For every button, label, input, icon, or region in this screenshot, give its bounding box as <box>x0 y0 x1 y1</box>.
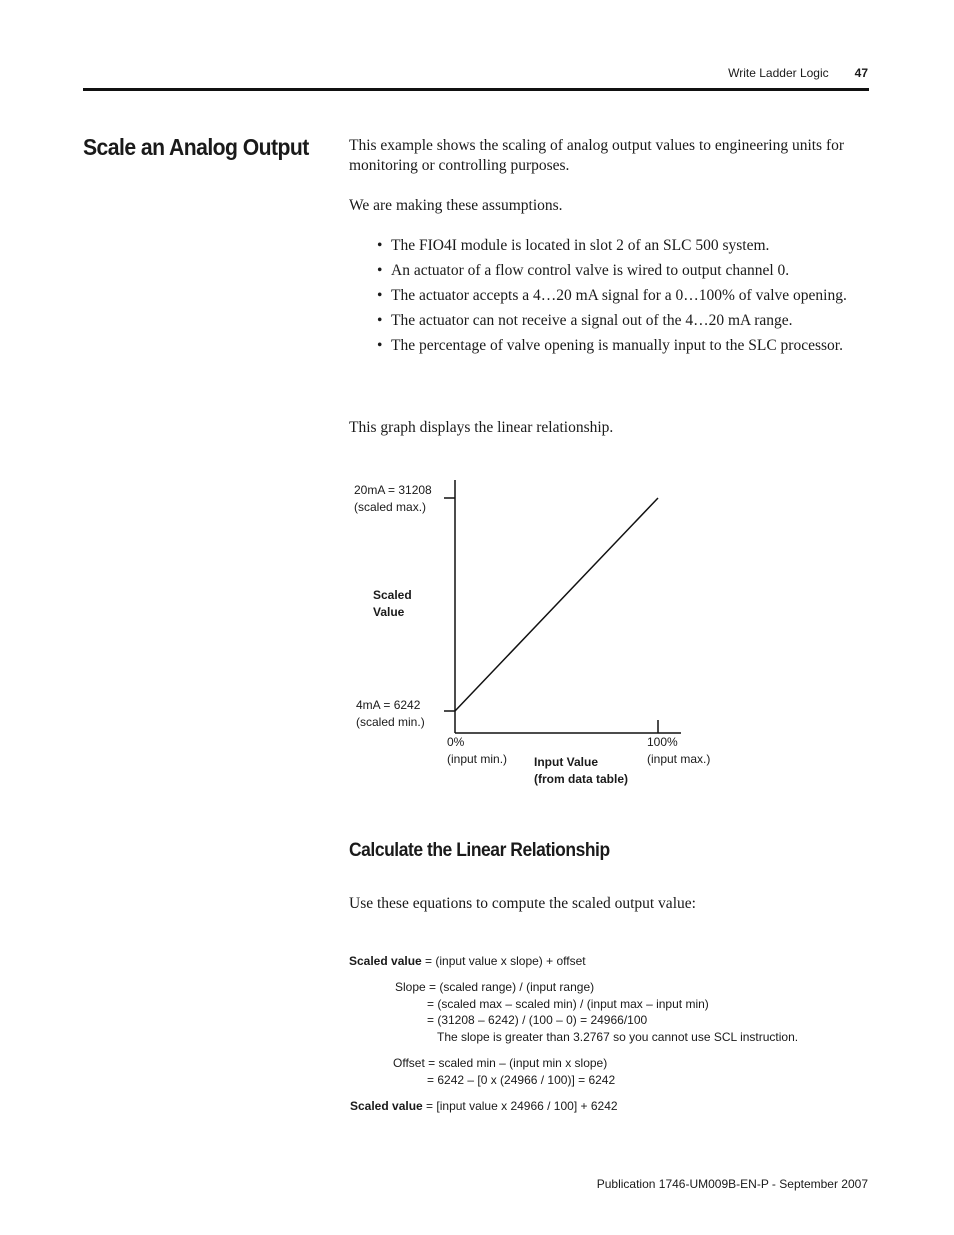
list-item: • An actuator of a flow control valve is wired to output channel 0. <box>377 261 877 281</box>
intro-paragraph: This example shows the scaling of analog output values to engineering units for monitoring or controlling purposes. <box>349 137 845 174</box>
list-item: • The actuator can not receive a signal out of the 4…20 mA range. <box>377 311 877 331</box>
y-label-max <box>354 482 432 516</box>
equation-final <box>350 1098 618 1114</box>
equation-expression: = (input value x slope) + offset <box>421 954 586 968</box>
equation-offset-1: Offset = scaled min – (input min x slope) <box>393 1056 608 1070</box>
x-label-min <box>447 734 507 768</box>
equation-label: Scaled value <box>349 954 422 968</box>
subsection-title: Calculate the Linear Relationship <box>349 840 610 861</box>
x-label-max <box>647 734 710 768</box>
graph-lead: This graph displays the linear relationship. <box>349 419 614 436</box>
x-axis-title <box>534 754 628 788</box>
y-label-min-caption: (scaled min.) <box>356 715 425 729</box>
list-item: • The percentage of valve opening is manually input to the SLC processor. <box>377 336 877 356</box>
y-axis-title <box>373 587 412 621</box>
section-title: Scale an Analog Output <box>83 134 309 160</box>
assumptions-list <box>377 236 877 361</box>
equations-lead: Use these equations to compute the scaled output value: <box>349 895 696 912</box>
y-label-max-caption: (scaled max.) <box>354 500 427 514</box>
equation-offset-2: = 6242 – [0 x (24966 / 100)] = 6242 <box>427 1073 616 1087</box>
y-label-min <box>356 697 425 731</box>
page-number: 47 <box>854 66 868 80</box>
equation-slope-3: = (31208 – 6242) / (100 – 0) = 24966/100 <box>427 1013 648 1027</box>
equation-expression: = [input value x 24966 / 100] + 6242 <box>422 1099 618 1113</box>
publication-footer: Publication 1746-UM009B-EN-P - September 2007 <box>596 1177 868 1191</box>
equation-slope-note: The slope is greater than 3.2767 so you cannot use SCL instruction. <box>437 1030 799 1044</box>
assumptions-lead: We are making these assumptions. <box>349 197 563 214</box>
header-section: Write Ladder Logic <box>728 66 829 80</box>
x-axis-title-line1: Input Value <box>534 755 599 769</box>
y-axis-title-line2: Value <box>373 605 405 619</box>
x-label-max-caption: (input max.) <box>647 752 711 766</box>
equation-scaled-value <box>349 953 586 969</box>
x-axis-title-line2: (from data table) <box>534 772 629 786</box>
y-label-max-value: 20mA = 31208 <box>354 483 432 497</box>
equation-slope-1: Slope = (scaled range) / (input range) <box>395 980 595 994</box>
header-rule <box>83 88 869 91</box>
list-item: • The actuator accepts a 4…20 mA signal for a 0…100% of valve opening. <box>377 286 877 306</box>
list-item: • The FIO4I module is located in slot 2 of an SLC 500 system. <box>377 236 877 256</box>
x-label-min-value: 0% <box>447 735 465 749</box>
x-label-min-caption: (input min.) <box>447 752 508 766</box>
x-label-max-value: 100% <box>647 735 678 749</box>
scaling-chart <box>340 470 700 800</box>
equation-slope-2: = (scaled max – scaled min) / (input max – input min) <box>427 997 709 1011</box>
y-label-min-value: 4mA = 6242 <box>356 698 421 712</box>
running-header <box>728 66 868 80</box>
equation-label: Scaled value <box>350 1099 423 1113</box>
y-axis-title-line1: Scaled <box>373 588 412 602</box>
series-line <box>455 498 658 711</box>
